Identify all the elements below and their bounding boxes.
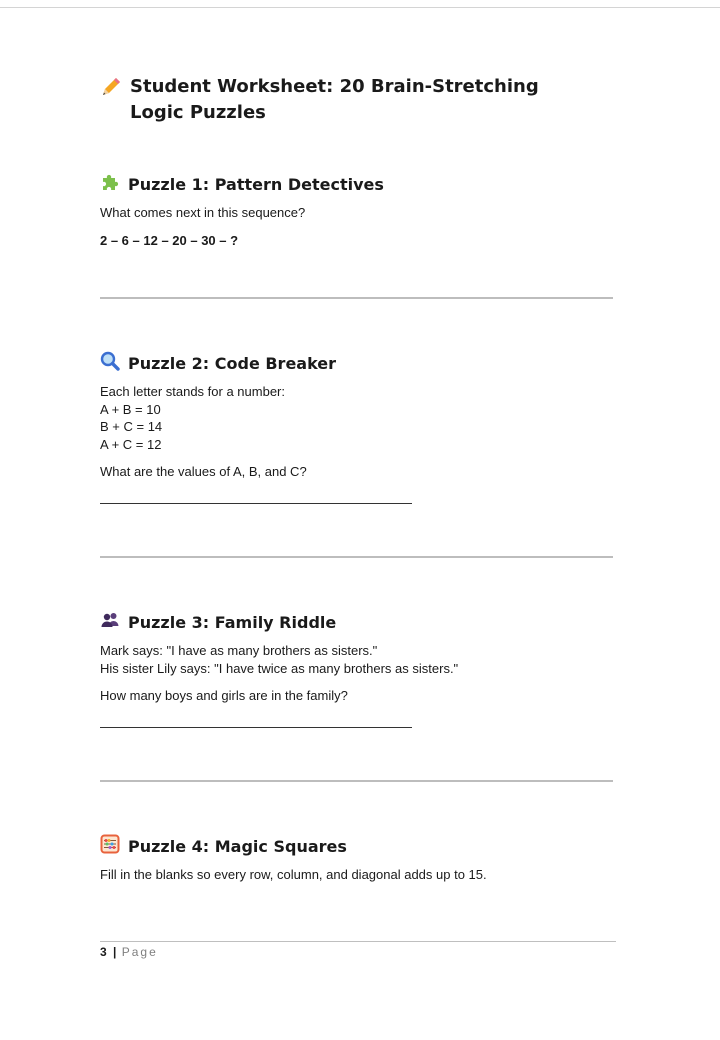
puzzle-piece-icon	[100, 172, 120, 198]
footer-separator: |	[113, 945, 117, 959]
document-title-text: Student Worksheet: 20 Brain-Stretching Logic Puzzles	[130, 76, 539, 123]
puzzle-1-heading	[100, 172, 384, 198]
people-icon	[100, 610, 120, 636]
page-label: Page	[121, 945, 158, 959]
pencil-icon	[100, 76, 122, 106]
top-border	[0, 7, 720, 8]
equation-1: A + B = 10	[100, 402, 161, 417]
puzzle-2-heading	[100, 351, 336, 377]
puzzle-2-title: Puzzle 2: Code Breaker	[128, 354, 337, 373]
puzzle-4-title: Puzzle 4: Magic Squares	[128, 837, 347, 856]
puzzle-2-question: What are the values of A, B, and C?	[100, 464, 307, 479]
equation-3: A + C = 12	[100, 437, 162, 452]
magnifying-glass-icon	[100, 351, 120, 377]
puzzle-1-sequence: 2 – 6 – 12 – 20 – 30 – ?	[100, 233, 239, 248]
puzzle-3-line-1: Mark says: "I have as many brothers as sisters."	[100, 643, 378, 658]
page-footer	[100, 945, 158, 959]
answer-line[interactable]	[100, 727, 412, 728]
abacus-icon	[100, 834, 120, 860]
puzzle-3-line-2: His sister Lily says: "I have twice as many brothers as sisters."	[100, 661, 459, 676]
puzzle-3-question: How many boys and girls are in the family?	[100, 688, 348, 703]
puzzle-4-heading	[100, 834, 347, 860]
answer-line[interactable]	[100, 503, 412, 504]
section-divider	[100, 556, 613, 558]
puzzle-1-prompt: What comes next in this sequence?	[100, 205, 306, 220]
document-title	[100, 74, 570, 126]
puzzle-1-title: Puzzle 1: Pattern Detectives	[128, 175, 384, 194]
footer-divider	[100, 941, 616, 942]
puzzle-2-intro: Each letter stands for a number:	[100, 384, 285, 399]
puzzle-4-instruction: Fill in the blanks so every row, column, and diagonal adds up to 15.	[100, 867, 487, 882]
section-divider	[100, 780, 613, 782]
page-number: 3	[100, 945, 107, 959]
puzzle-3-heading	[100, 610, 336, 636]
section-divider	[100, 297, 613, 299]
equation-2: B + C = 14	[100, 419, 163, 434]
puzzle-3-title: Puzzle 3: Family Riddle	[128, 613, 337, 632]
